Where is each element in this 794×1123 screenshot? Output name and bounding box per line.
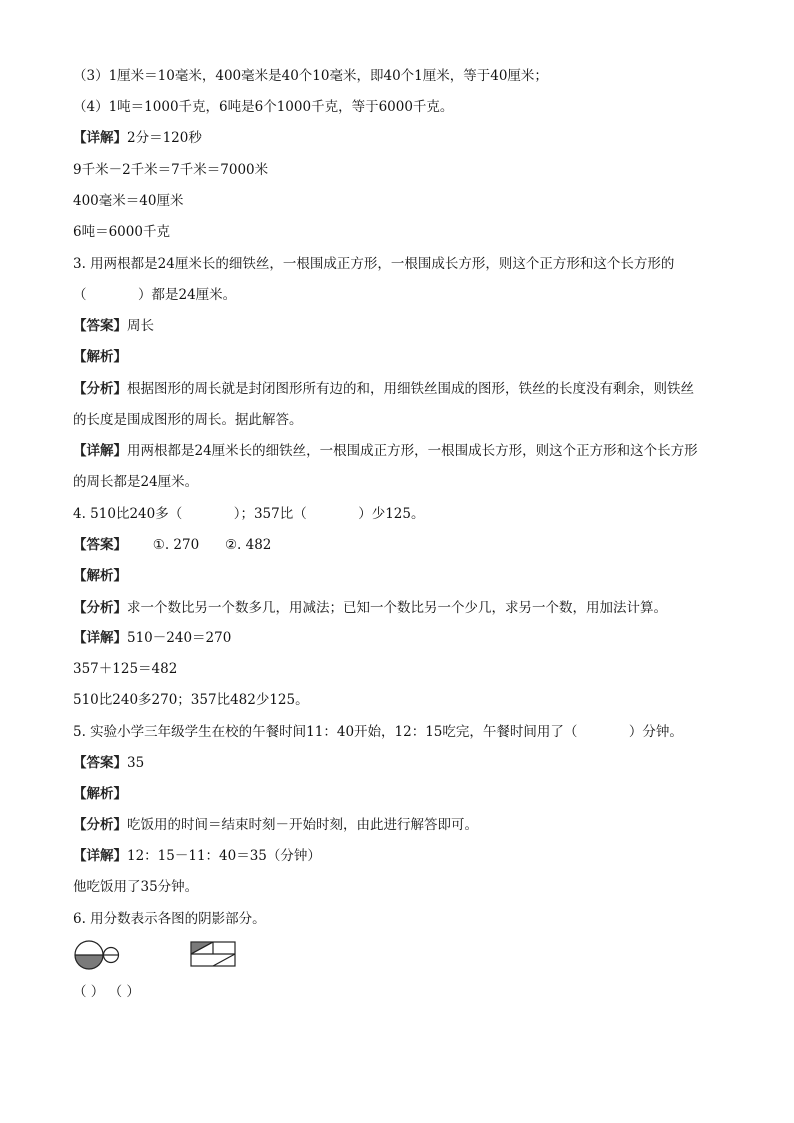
section-tag: 【详解】 (73, 630, 127, 646)
text-line (73, 659, 177, 679)
text-line (73, 690, 309, 710)
section-tag: 【分析】 (73, 381, 127, 397)
section-tag: 【分析】 (73, 817, 127, 833)
text-line (73, 379, 694, 399)
line-text: 5. 实验小学三年级学生在校的午餐时间11：40开始，12：15吃完，午餐时间用了（ ）分钟。 (73, 724, 683, 740)
line-text: 他吃饭用了35分钟。 (73, 879, 199, 895)
text-line (73, 909, 266, 929)
text-line (73, 128, 202, 148)
line-text: ①. 270 ②. 482 (127, 537, 272, 553)
text-line (73, 347, 127, 367)
line-text: （3）1厘米＝10毫米，400毫米是40个10毫米，即40个1厘米，等于40厘米； (73, 68, 548, 84)
section-tag: 【分析】 (73, 600, 127, 616)
text-line (73, 846, 321, 866)
line-text: 的周长都是24厘米。 (73, 474, 199, 490)
text-line (73, 191, 183, 211)
text-line (73, 784, 127, 804)
big-circle-figure (75, 941, 103, 969)
line-text: 510－240＝270 (127, 630, 232, 646)
text-line (73, 66, 548, 86)
line-text: 用两根都是24厘米长的细铁丝，一根围成正方形，一根围成长方形，则这个正方形和这个长方形 (127, 443, 698, 459)
rectangle-figure (191, 942, 235, 966)
line-text: 周长 (127, 318, 154, 334)
text-line (73, 566, 127, 586)
line-text: 357＋125＝482 (73, 661, 178, 677)
section-tag: 【解析】 (73, 349, 127, 365)
text-line (73, 254, 674, 274)
line-text: 根据图形的周长就是封闭图形所有边的和，用细铁丝围成的图形，铁丝的长度没有剩余，则铁丝 (127, 381, 694, 397)
line-text: 4. 510比240多（ ）；357比（ ）少125。 (73, 506, 425, 522)
fraction-figures (73, 940, 273, 970)
small-circle-figure (104, 948, 119, 963)
text-line (73, 441, 698, 461)
text-line (73, 97, 453, 117)
section-tag: 【答案】 (73, 755, 127, 771)
line-text: 510比240多270；357比482少125。 (73, 692, 309, 708)
section-tag: 【详解】 (73, 848, 127, 864)
text-line (73, 222, 170, 242)
line-text: 3. 用两根都是24厘米长的细铁丝，一根围成正方形，一根围成长方形，则这个正方形和这个长方形的 (73, 256, 675, 272)
section-tag: 【详解】 (73, 130, 127, 146)
section-tag: 【详解】 (73, 443, 127, 459)
text-line (73, 628, 231, 648)
text-line (73, 722, 683, 742)
line-text: 6. 用分数表示各图的阴影部分。 (73, 911, 266, 927)
line-text: 求一个数比另一个数多几，用减法；已知一个数比另一个少几，求另一个数，用加法计算。 (127, 600, 667, 616)
line-text: 12：15－11：40＝35（分钟） (127, 848, 321, 864)
section-tag: 【解析】 (73, 786, 127, 802)
text-line (73, 160, 268, 180)
section-tag: 【解析】 (73, 568, 127, 584)
line-text: 9千米－2千米＝7千米＝7000米 (73, 162, 269, 178)
section-tag: 【答案】 (73, 537, 127, 553)
section-tag: 【答案】 (73, 318, 127, 334)
answer-blanks-row: （ ） （ ） (73, 984, 140, 1000)
text-line (73, 877, 198, 897)
line-text: 6吨＝6000千克 (73, 224, 170, 240)
text-line (73, 598, 667, 618)
text-line (73, 316, 154, 336)
text-line (73, 504, 424, 524)
text-line (73, 285, 236, 305)
text-line (73, 410, 303, 430)
line-text: 35 (127, 755, 145, 771)
line-text: 吃饭用的时间＝结束时刻－开始时刻，由此进行解答即可。 (127, 817, 478, 833)
text-line (73, 472, 198, 492)
line-text: （ ）都是24厘米。 (73, 287, 237, 303)
line-text: 2分＝120秒 (127, 130, 202, 146)
text-line (73, 815, 478, 835)
line-text: 的长度是围成图形的周长。据此解答。 (73, 412, 303, 428)
line-text: （4）1吨＝1000千克，6吨是6个1000千克，等于6000千克。 (73, 99, 454, 115)
line-text: 400毫米＝40厘米 (73, 193, 184, 209)
text-line (73, 753, 144, 773)
text-line (73, 535, 271, 555)
figures-row (73, 940, 273, 970)
